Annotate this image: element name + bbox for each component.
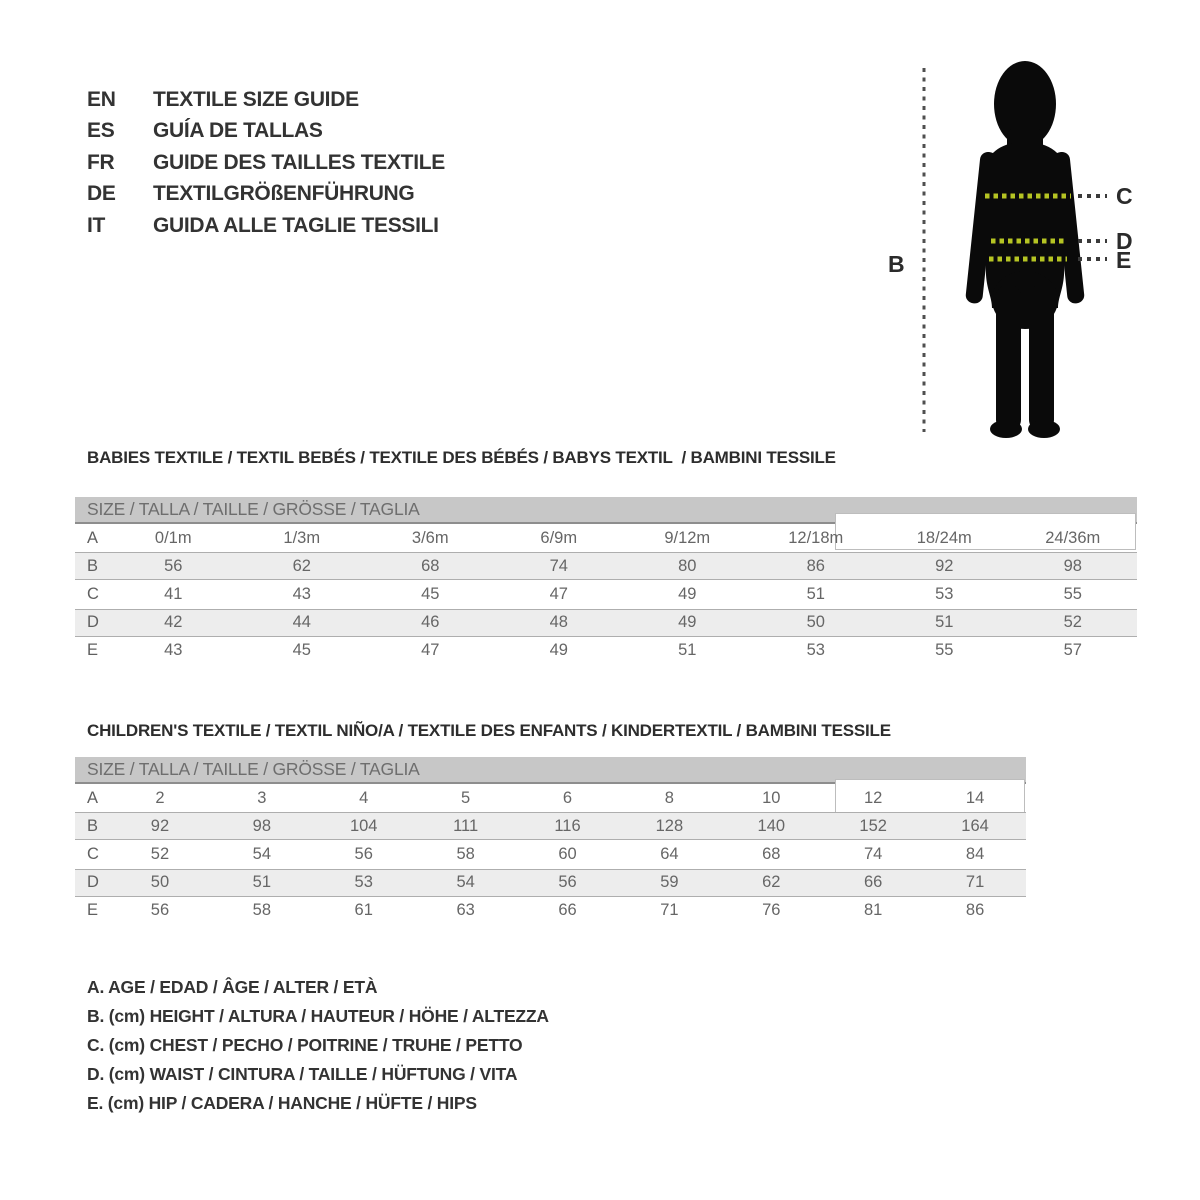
size-table-cell: 92	[935, 556, 954, 575]
language-title: GUIDA ALLE TAGLIE TESSILI	[153, 213, 439, 237]
size-table-cell: 50	[806, 613, 825, 632]
size-table-row	[75, 580, 1137, 608]
size-table-cell: 24/36m	[1045, 528, 1101, 547]
hip-label: E	[1116, 247, 1132, 273]
size-table-row	[75, 869, 1026, 897]
waist-label: D	[1116, 228, 1133, 254]
size-table-cell: 61	[354, 901, 373, 920]
language-code: IT	[87, 213, 106, 237]
size-table-cell: 56	[150, 901, 170, 920]
size-table-cell: 98	[1063, 556, 1082, 575]
legend-line-c: C. (cm) CHEST / PECHO / POITRINE / TRUHE / PETTO	[87, 1035, 523, 1055]
table-row-label: A	[87, 788, 99, 807]
size-table-cell: 14	[965, 788, 985, 807]
size-table-cell: 81	[864, 901, 883, 920]
size-table-cell: 43	[164, 641, 183, 660]
table-row-label: E	[87, 901, 99, 920]
size-table-row	[75, 840, 1026, 868]
size-table-cell: 5	[461, 788, 471, 807]
size-table-cell: 74	[549, 556, 568, 575]
table-row-label: D	[87, 613, 99, 632]
language-title: GUIDE DES TAILLES TEXTILE	[153, 150, 445, 174]
size-table-cell: 44	[292, 613, 311, 632]
children-size-header-label: SIZE / TALLA / TAILLE / GRÖSSE / TAGLIA	[87, 759, 420, 779]
size-table-row	[75, 524, 1137, 552]
size-table-cell: 47	[549, 584, 568, 603]
size-table-cell: 6/9m	[540, 528, 578, 547]
size-table-cell: 49	[549, 641, 568, 660]
babies-size-table	[75, 497, 1137, 665]
size-table-cell: 3	[257, 788, 267, 807]
size-table-cell: 43	[292, 584, 311, 603]
size-table-cell: 45	[421, 584, 440, 603]
size-table-cell: 98	[252, 816, 272, 835]
size-table-cell: 63	[456, 901, 475, 920]
babies-size-header-label: SIZE / TALLA / TAILLE / GRÖSSE / TAGLIA	[87, 499, 420, 519]
table-row-label: A	[87, 528, 99, 547]
chest-label: C	[1116, 183, 1133, 209]
size-table-cell: 60	[558, 844, 577, 863]
size-table-cell: 56	[558, 873, 577, 892]
size-table-cell: 51	[252, 873, 272, 892]
size-table-cell: 51	[935, 613, 954, 632]
size-table-cell: 62	[762, 873, 781, 892]
table-row-label: B	[87, 556, 99, 575]
size-table-row	[75, 552, 1137, 580]
size-table-cell: 57	[1063, 641, 1082, 660]
size-table-cell: 66	[864, 873, 883, 892]
size-table-cell: 55	[1063, 584, 1082, 603]
size-table-cell: 68	[762, 844, 781, 863]
size-table-cell: 49	[678, 613, 697, 632]
language-code: FR	[87, 150, 115, 174]
size-table-cell: 41	[164, 584, 183, 603]
size-table-cell: 8	[664, 788, 674, 807]
language-code: EN	[87, 87, 116, 111]
table-row-label: C	[87, 584, 99, 603]
language-row	[87, 179, 445, 211]
table-row-label: D	[87, 873, 99, 892]
size-table-cell: 66	[558, 901, 577, 920]
size-table-cell: 54	[456, 873, 475, 892]
size-table-cell: 52	[1063, 613, 1082, 632]
size-table-cell: 84	[965, 844, 985, 863]
size-table-cell: 4	[359, 788, 369, 807]
size-table-cell: 152	[859, 816, 887, 835]
size-table-cell: 1/3m	[283, 528, 321, 547]
size-table-cell: 59	[660, 873, 679, 892]
size-table-row	[75, 609, 1137, 637]
size-table-cell: 46	[421, 613, 440, 632]
size-table-cell: 64	[660, 844, 679, 863]
legend-line-a: A. AGE / EDAD / ÂGE / ALTER / ETÀ	[87, 977, 378, 997]
size-table-cell: 50	[150, 873, 170, 892]
size-table-cell: 47	[421, 641, 440, 660]
table-row-label: B	[87, 816, 99, 835]
language-row	[87, 210, 445, 242]
children-section-heading: CHILDREN'S TEXTILE / TEXTIL NIÑO/A / TEXTILE DES ENFANTS / KINDERTEXTIL / BAMBINI TESSILE	[87, 721, 891, 740]
language-code: ES	[87, 119, 115, 143]
size-table-cell: 76	[762, 901, 781, 920]
size-table-cell: 92	[150, 816, 170, 835]
size-table-cell: 53	[806, 641, 825, 660]
size-table-cell: 49	[678, 584, 697, 603]
children-size-table	[75, 757, 1026, 925]
size-table-cell: 80	[678, 556, 697, 575]
table-row-label: E	[87, 641, 99, 660]
size-table-cell: 55	[935, 641, 954, 660]
size-table-cell: 111	[453, 816, 479, 835]
legend-line-e: E. (cm) HIP / CADERA / HANCHE / HÜFTE / HIPS	[87, 1093, 477, 1113]
legend-line-b: B. (cm) HEIGHT / ALTURA / HAUTEUR / HÖHE / ALTEZZA	[87, 1006, 549, 1026]
size-table-cell: 56	[164, 556, 183, 575]
size-table-row	[75, 784, 1026, 812]
size-table-cell: 6	[562, 788, 573, 807]
height-label: B	[888, 251, 905, 277]
child-silhouette-figure	[850, 40, 1200, 450]
size-table-cell: 51	[806, 584, 825, 603]
table-row-label: C	[87, 844, 99, 863]
size-table-cell: 58	[456, 844, 475, 863]
language-row	[87, 84, 445, 116]
size-table-cell: 18/24m	[916, 528, 972, 547]
size-table-cell: 10	[762, 788, 781, 807]
language-row	[87, 116, 445, 148]
size-table-cell: 140	[757, 816, 786, 835]
language-title: TEXTILGRÖßENFÜHRUNG	[153, 182, 415, 206]
size-table-cell: 53	[935, 584, 954, 603]
size-table-cell: 2	[155, 788, 165, 807]
size-table-row	[75, 812, 1026, 840]
size-table-cell: 74	[864, 844, 883, 863]
language-code: DE	[87, 182, 116, 206]
size-table-cell: 48	[549, 613, 568, 632]
babies-section-heading: BABIES TEXTILE / TEXTIL BEBÉS / TEXTILE DES BÉBÉS / BABYS TEXTIL / BAMBINI TESSILE	[87, 448, 836, 467]
size-table-cell: 71	[660, 901, 679, 920]
size-table-cell: 53	[354, 873, 373, 892]
size-table-cell: 42	[164, 613, 183, 632]
size-table-cell: 58	[252, 901, 272, 920]
language-title: TEXTILE SIZE GUIDE	[153, 87, 359, 111]
size-table-cell: 51	[678, 641, 697, 660]
size-table-cell: 104	[349, 816, 378, 835]
child-silhouette	[965, 61, 1085, 438]
size-table-cell: 71	[965, 873, 985, 892]
size-table-cell: 52	[150, 844, 170, 863]
size-table-cell: 68	[421, 556, 440, 575]
size-table-cell: 0/1m	[154, 528, 192, 547]
size-table-cell: 62	[292, 556, 311, 575]
language-title: GUÍA DE TALLAS	[153, 119, 323, 143]
size-table-cell: 12	[864, 788, 883, 807]
size-table-cell: 3/6m	[411, 528, 449, 547]
size-table-cell: 164	[961, 816, 989, 835]
size-table-cell: 128	[655, 816, 684, 835]
size-table-row	[75, 637, 1137, 665]
language-row	[87, 147, 445, 179]
legend-line-d: D. (cm) WAIST / CINTURA / TAILLE / HÜFTUNG / VITA	[87, 1064, 518, 1084]
size-table-cell: 86	[965, 901, 985, 920]
size-table-cell: 54	[252, 844, 272, 863]
size-table-cell: 116	[554, 816, 581, 835]
language-title-list	[87, 84, 445, 242]
size-table-cell: 86	[806, 556, 825, 575]
size-table-cell: 45	[292, 641, 311, 660]
size-table-cell: 9/12m	[664, 528, 711, 547]
measurement-legend	[87, 977, 549, 1122]
size-table-cell: 12/18m	[788, 528, 844, 547]
size-table-cell: 56	[354, 844, 373, 863]
size-table-row	[75, 897, 1026, 925]
